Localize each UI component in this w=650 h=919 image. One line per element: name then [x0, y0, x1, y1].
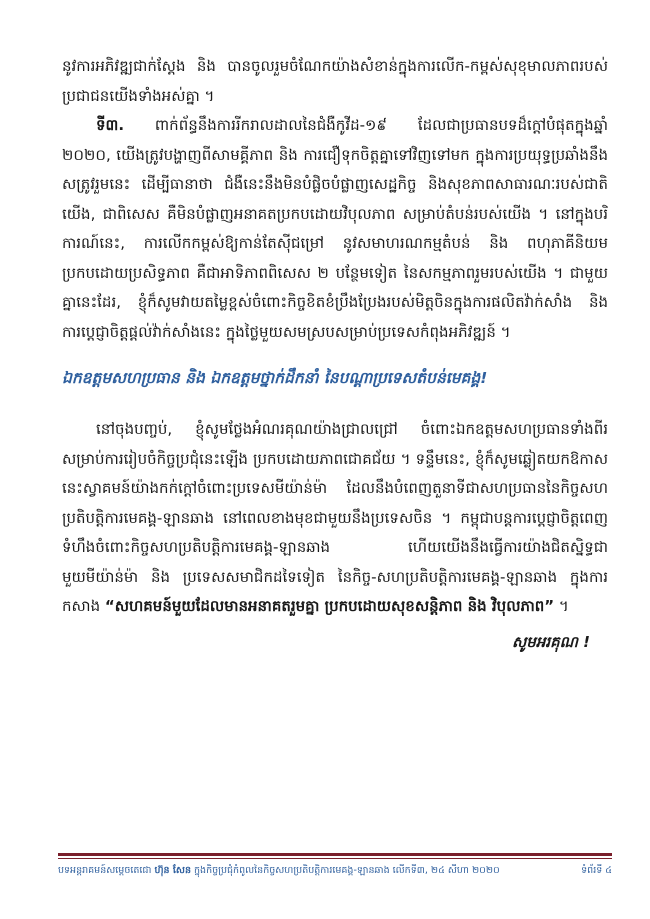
conclusion-end: ។: [554, 597, 569, 615]
document-body: [62, 52, 608, 657]
paragraph-continuation: នូវការអភិវឌ្ឍជាក់ស្តែង និង បានចូលរួមចំណែកយ៉ាងសំខាន់ក្នុងការលើក-កម្ពស់សុខុមាលភាពរបស់ប្រជាជនយើងទាំងអស់គ្នា ។: [62, 57, 608, 105]
page-number: ទំព័រទី ៤: [581, 865, 612, 876]
footer-event: ក្នុងកិច្ចប្រជុំកំពូលនៃកិច្ចសហប្រតិបត្តិការមេគង្គ-ឡានឆាង លើកទី៣, ២៤ សីហា ២០២០: [194, 865, 500, 876]
conclusion-text: នៅចុងបញ្ចប់, ខ្ញុំសូមថ្លែងអំណរគុណយ៉ាងជ្រាលជ្រៅ ចំពោះឯកឧត្តមសហប្រធានទាំងពីរ សម្រាប់ការរៀបចំកិច្ចប្រជុំនេះឡើង ប្រកបដោយភាពជោគជ័យ ។ ទន្ទឹមនេះ, ខ្ញុំក៏សូមឆ្លៀតយកឱកាសនេះស្វាគមន៍យ៉ាងកក់ក្តៅចំពោះប្រទេសមីយ៉ាន់ម៉ា ដែលនឹងបំពេញតួនាទីជាសហប្រធាននៃកិច្ចសហប្រតិបត្តិការមេគង្គ-ឡានឆាង នៅពេលខាងមុខជាមួយនឹងប្រទេសចិន ។ កម្ពុជាបន្តការប្តេជ្ញាចិត្តពេញទំហឹងចំពោះកិច្ចសហប្រតិបត្តិការមេគង្គ-ឡានឆាង ហើយយើងនឹងធ្វើការយ៉ាងជិតស្និទ្ធជាមួយមីយ៉ាន់ម៉ា និង ប្រទេសសមាជិកដទៃទៀត នៃកិច្ច-សហប្រតិបត្តិការមេគង្គ-ឡានឆាង ក្នុងការកសាង: [62, 420, 608, 615]
footer-divider-thin: [58, 858, 612, 859]
paragraph-conclusion: [62, 415, 608, 622]
conclusion-quote: “សហគមន៍មួយដែលមានអនាគតរួមគ្នា ប្រកបដោយសុខសន្តិភាព និង វិបុលភាព”: [104, 597, 555, 615]
closing-thanks: សូមអរគុណ !: [512, 632, 590, 651]
page-footer: [58, 864, 612, 878]
footer-prefix: បទអន្តរាគមន៍សម្តេចតេជោ: [58, 865, 152, 876]
footer-title: [58, 864, 500, 878]
section-heading: ឯកឧត្តមសហប្រធាន និង ឯកឧត្តមថ្នាក់ដឹកនាំ នៃបណ្តាប្រទេសតំបន់មេគង្គ!: [62, 369, 488, 387]
footer-name: ហ៊ុន សែន: [154, 865, 191, 876]
paragraph-point-three: [62, 111, 608, 347]
point-label: ទី៣.: [96, 116, 125, 134]
footer-divider: [58, 853, 612, 856]
point-three-text: ពាក់ព័ន្ធនឹងការរីករាលដាលនៃជំងឺកូវីដ-១៩ ដែលជាប្រធានបទដ៏ក្តៅបំផុតក្នុងឆ្នាំ ២០២០, យើងត្រូវបង្ហាញពីសាមគ្គីភាព និង ការជឿទុកចិត្តគ្នាទៅវិញទៅមក ក្នុងការប្រយុទ្ធប្រឆាំងនឹងសត្រូវរួមនេះ ដើម្បីធានាថា ជំងឺនេះនឹងមិនបំផ្លិចបំផ្លាញសេដ្ឋកិច្ច និងសុខភាពសាធារណៈរបស់ជាតិយើង, ជាពិសេស គឺមិនបំផ្លាញអនាគតប្រកបដោយវិបុលភាព សម្រាប់តំបន់របស់យើង ។ នៅក្នុងបរិការណ៍នេះ, ការលើកកម្ពស់ឱ្យកាន់តែស៊ីជម្រៅ នូវសមាហរណកម្មតំបន់ និង ពហុភាគីនិយមប្រកបដោយប្រសិទ្ធភាព គឺជាអាទិភាពពិសេស ២ បន្ថែមទៀត នៃសកម្មភាពរួមរបស់យើង ។ ជាមួយគ្នានេះដែរ, ខ្ញុំក៏សូមវាយតម្លៃខ្ពស់ចំពោះកិច្ចខិតខំប្រឹងប្រែងរបស់មិត្តចិនក្នុងការផលិតវ៉ាក់សាំង និង ការប្តេជ្ញាចិត្តផ្តល់វ៉ាក់សាំងនេះ ក្នុងថ្លៃមួយសមស្របសម្រាប់ប្រទេសកំពុងអភិវឌ្ឍន៍ ។: [62, 116, 608, 341]
